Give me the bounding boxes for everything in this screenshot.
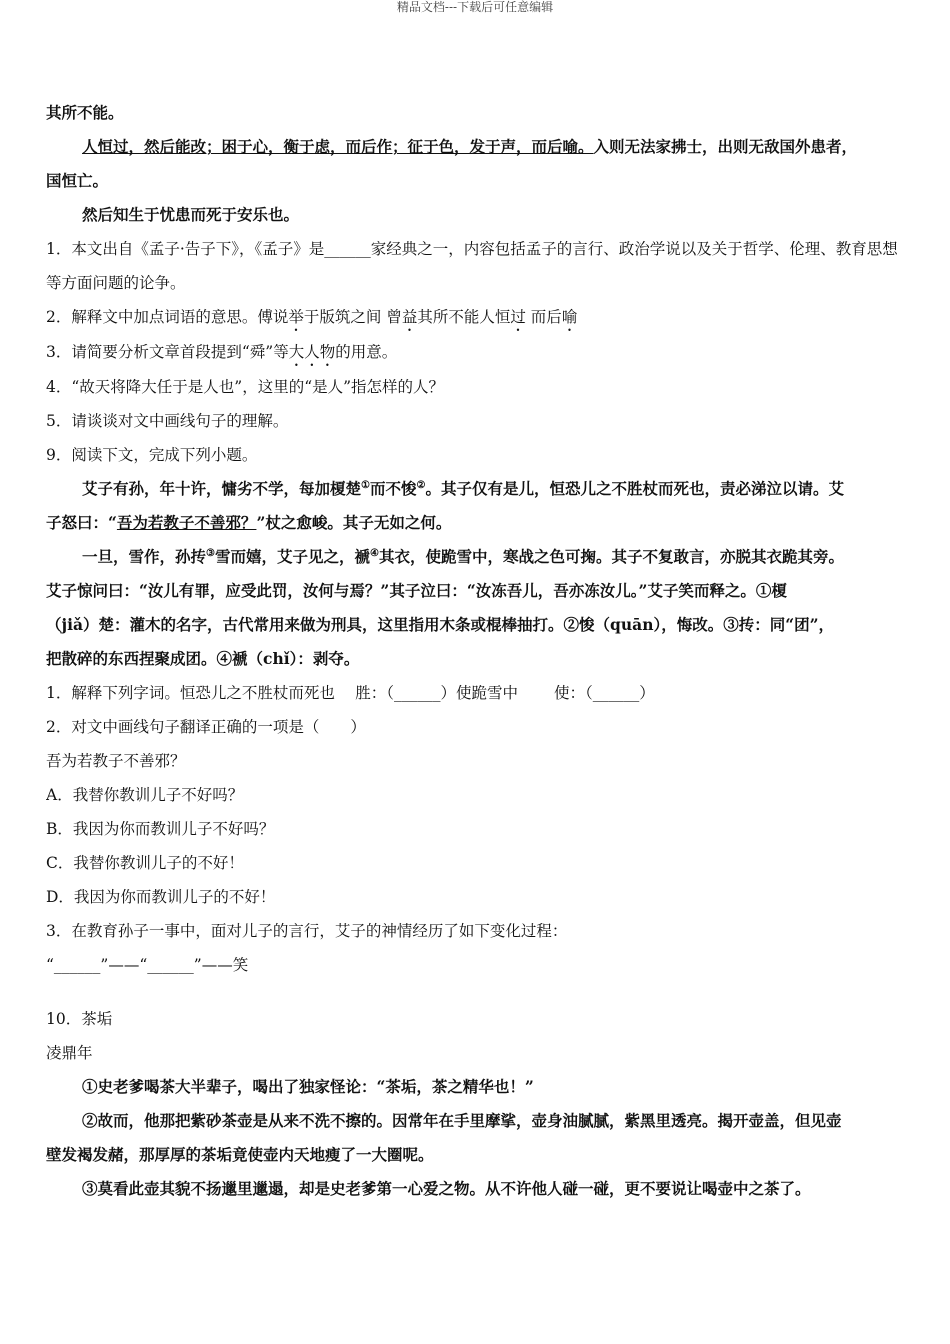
footnote-mark: ④: [370, 547, 379, 559]
option-b[interactable]: B．我因为你而教训儿子不好吗？: [46, 820, 275, 838]
passage-line: 把散碎的东西捏聚成团。④褫（chǐ）：剥夺。: [46, 649, 360, 668]
footnote-mark: ③: [206, 547, 215, 559]
dotted-word: 喻: [561, 308, 578, 326]
passage-line: [46, 472, 912, 506]
question-text: 于版筑之间 曾: [303, 308, 402, 326]
dotted-word: 益: [401, 308, 418, 326]
question-text: 的用意。: [335, 343, 398, 361]
sub-question-2-sentence: 吾为若教子不善邪？: [46, 752, 186, 770]
passage-line: [46, 130, 912, 164]
sub-question-2: 2．对文中画线句子翻译正确的一项是（ ）: [46, 718, 366, 736]
passage-text: 而不悛: [369, 479, 417, 498]
passage-line: 国恒亡。: [46, 171, 109, 190]
passage-line: ③莫看此壶其貌不扬邋里邋遢，却是史老爹第一心爱之物。从不许他人碰一碰，更不要说让喝壶中之茶了。: [82, 1179, 811, 1198]
section-10-title: 10．茶垢: [46, 1010, 113, 1028]
question-text: 家经典之一，内容包括孟子的言行、政治学说以及关于哲学、伦理、教育思想等方面问题的论争。: [46, 240, 898, 292]
passage-line: （jiǎ）楚：灌木的名字，古代常用来做为刑具，这里指用木条或棍棒抽打。②悛（quān），悔改。③抟：同“团”，: [46, 615, 835, 634]
dotted-word: 大人物: [288, 343, 336, 361]
question-text: 其所不能人恒: [417, 308, 511, 326]
spacer: [46, 982, 912, 1002]
passage-line: 然后知生于忧患而死于安乐也。: [82, 205, 300, 224]
underlined-sentence: 人恒过，然后能改；困于心，衡于虑，而后作；征于色，发于声，而后喻。: [82, 137, 594, 156]
passage-text: 其衣，使跪雪中，寒战之色可掬。其子不复敢言，亦脱其衣跪其旁。: [378, 547, 844, 566]
page-header: 精品文档---下载后可任意编辑: [396, 0, 554, 14]
passage-text: ”杖之愈峻。其子无如之何。: [256, 513, 452, 532]
footnote-mark: ②: [416, 479, 426, 491]
passage-line: 壁发褐发赭，那厚厚的茶垢竟使壶内天地瘦了一大圈呢。: [46, 1145, 434, 1164]
question-5: 5．请谈谈对文中画线句子的理解。: [46, 412, 289, 430]
author: 凌鼎年: [46, 1044, 93, 1062]
passage-line: 艾子惊问曰：“汝儿有罪，应受此罚，汝何与焉？”其子泣曰：“汝冻吾儿，吾亦冻汝儿。”艾子笑而释之。①榎: [46, 581, 787, 600]
question-text: 2．解释文中加点词语的意思。傅说: [46, 308, 289, 326]
passage-line: [46, 506, 912, 540]
question-2: [46, 300, 912, 335]
question-4: 4．“故天将降大任于是人也”，这里的“是人”指怎样的人？: [46, 378, 445, 396]
answer-blank[interactable]: ______: [324, 240, 371, 258]
footnote-mark: ①: [361, 479, 370, 491]
passage-text: 雪而嬉，艾子见之，褫: [214, 547, 370, 566]
underlined-sentence: 吾为若教子不善邪？: [116, 513, 257, 532]
passage-text: 。其子仅有是儿，恒恐儿之不胜杖而死也，责必涕泣以请。艾: [425, 479, 844, 498]
option-d[interactable]: D．我因为你而教训儿子的不好！: [46, 888, 276, 906]
sub-question-1: 1．解释下列字词。恒恐儿之不胜杖而死也 胜：（______）使跪雪中 使：（______）: [46, 684, 655, 702]
dotted-word: 过: [510, 308, 526, 326]
passage-text: 入则无法家拂士，出则无敌国外患者，: [593, 137, 858, 156]
passage-line: ②故而，他那把紫砂茶壶是从来不洗不擦的。因常年在手里摩挲，壶身油腻腻，紫黑里透亮。揭开壶盖，但见壶: [82, 1111, 842, 1130]
question-text: 而后: [525, 308, 562, 326]
passage-line: [46, 540, 912, 574]
passage-line: 其所不能。: [46, 103, 124, 122]
sub-question-3-chain: “______”——“______”——笑: [46, 956, 249, 974]
option-c[interactable]: C．我替你教训儿子的不好！: [46, 854, 244, 872]
passage-line: ①史老爹喝茶大半辈子，喝出了独家怪论：“茶垢，茶之精华也！”: [82, 1077, 534, 1096]
section-9-title: 9．阅读下文，完成下列小题。: [46, 446, 258, 464]
passage-text: 艾子有孙，年十许，慵劣不学，每加榎楚: [82, 479, 362, 498]
question-text: 1．本文出自《孟子·告子下》，《孟子》是: [46, 240, 325, 258]
option-a[interactable]: A．我替你教训儿子不好吗？: [46, 786, 244, 804]
question-1: [46, 232, 912, 300]
question-text: 3．请简要分析文章首段提到“舜”等: [46, 343, 289, 361]
question-3: [46, 335, 912, 370]
dotted-word: 举: [288, 308, 304, 326]
passage-text: 一旦，雪作，孙抟: [82, 547, 207, 566]
sub-question-3: 3．在教育孙子一事中，面对儿子的言行，艾子的神情经历了如下变化过程：: [46, 922, 568, 940]
document-body: [46, 96, 912, 1206]
passage-text: 子怒曰：“: [46, 513, 117, 532]
